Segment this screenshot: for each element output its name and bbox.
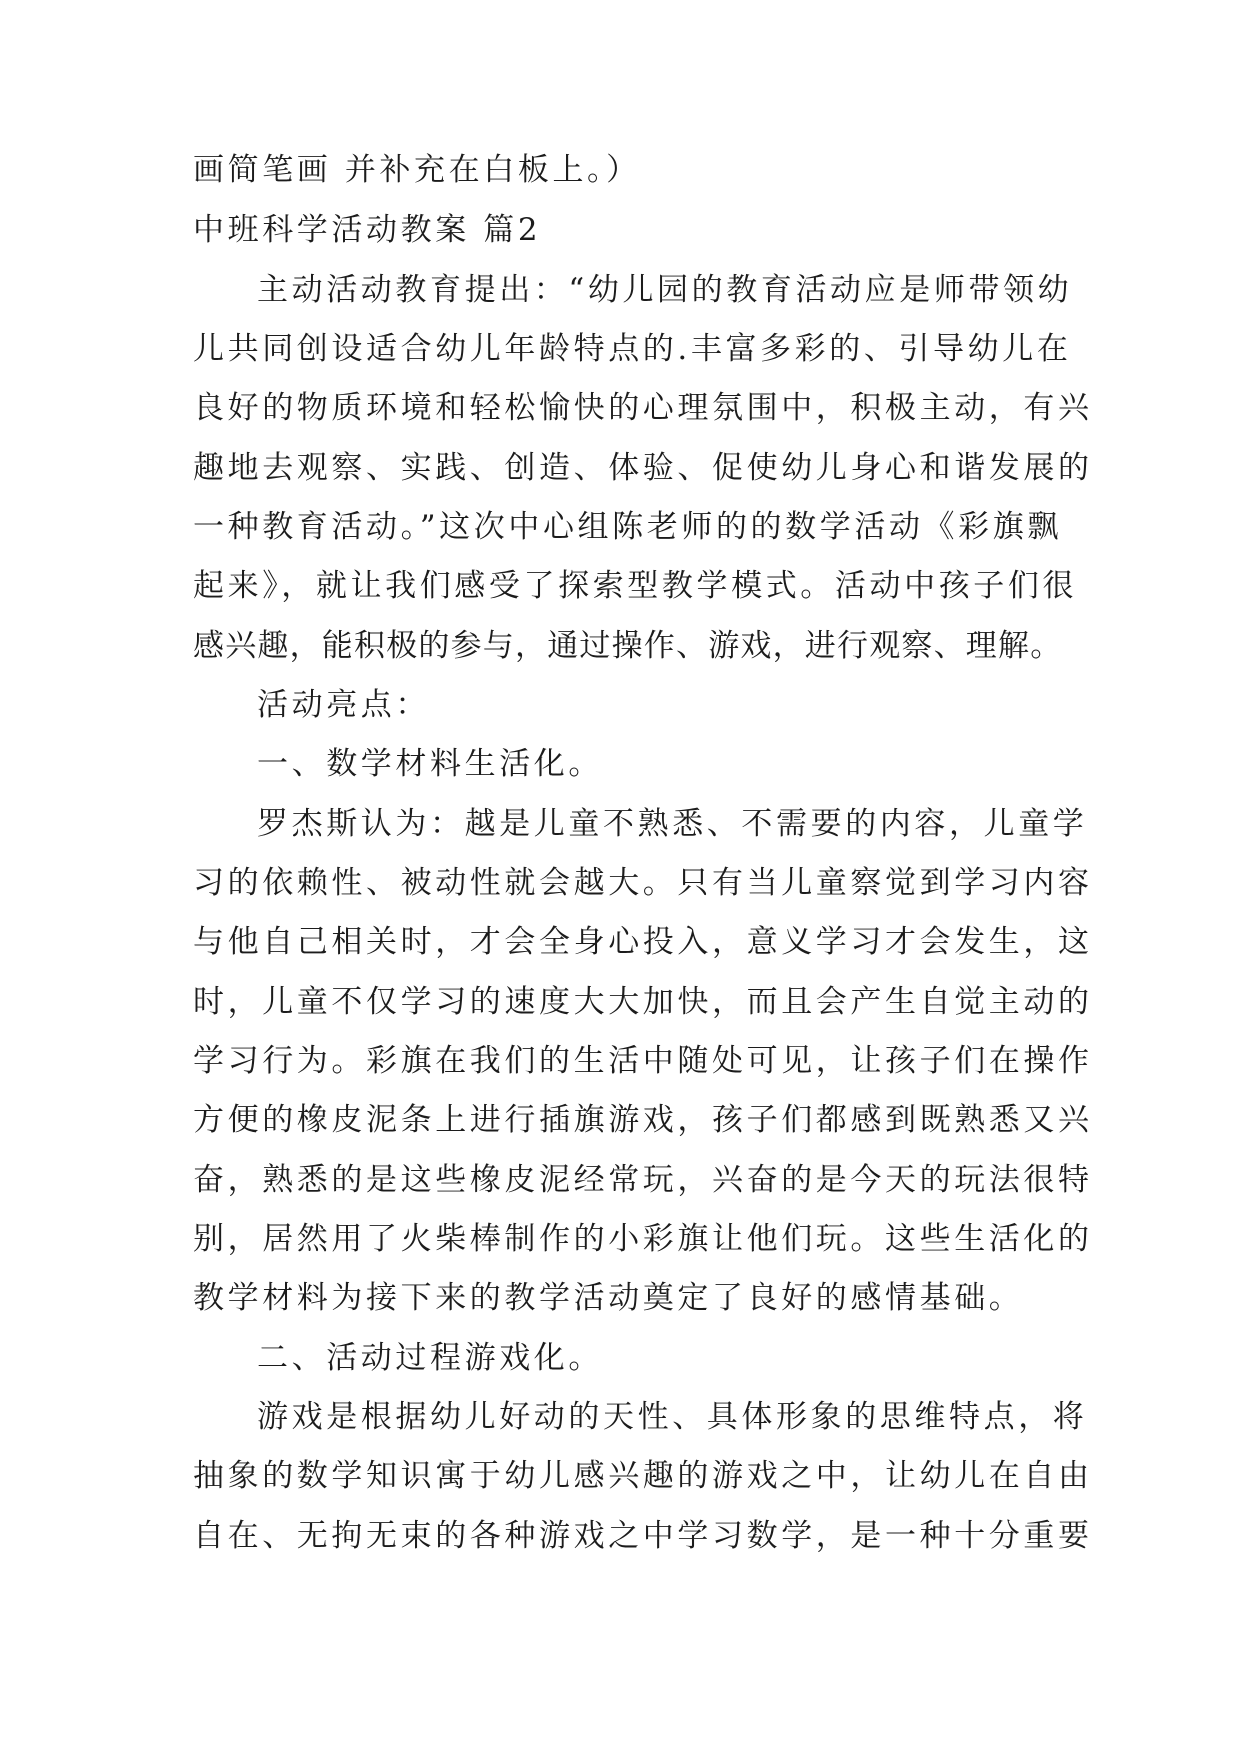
paragraph-first-line: 罗杰斯认为：越是儿童不熟悉、不需要的内容，儿童学 xyxy=(257,806,1088,842)
text-line: 起来》，就让我们感受了探索型教学模式。活动中孩子们很 xyxy=(193,568,1078,604)
subheading: 一、数学材料生活化。 xyxy=(257,746,603,782)
text-line: 画简笔画 并补充在白板上。） xyxy=(193,152,641,188)
text-line: 与他自己相关时，才会全身心投入，意义学习才会发生，这 xyxy=(193,924,1093,960)
text-line: 奋，熟悉的是这些橡皮泥经常玩，兴奋的是今天的玩法很特 xyxy=(193,1162,1093,1198)
subheading: 二、活动过程游戏化。 xyxy=(257,1340,603,1376)
text-line: 儿共同创设适合幼儿年龄特点的.丰富多彩的、引导幼儿在 xyxy=(193,331,1072,367)
paragraph-first-line: 游戏是根据幼儿好动的天性、具体形象的思维特点，将 xyxy=(257,1399,1088,1435)
paragraph-first-line: 主动活动教育提出：“幼儿园的教育活动应是师带领幼 xyxy=(257,272,1073,308)
text-line: 趣地去观察、实践、创造、体验、促使幼儿身心和谐发展的 xyxy=(193,450,1093,486)
subheading: 活动亮点： xyxy=(257,687,430,723)
text-line: 时，儿童不仅学习的速度大大加快，而且会产生自觉主动的 xyxy=(193,984,1093,1020)
text-line: 感兴趣，能积极的参与，通过操作、游戏，进行观察、理解。 xyxy=(193,628,1063,664)
text-line: 学习行为。彩旗在我们的生活中随处可见，让孩子们在操作 xyxy=(193,1043,1093,1079)
text-line: 教学材料为接下来的教学活动奠定了良好的感情基础。 xyxy=(193,1280,1024,1316)
text-line: 方便的橡皮泥条上进行插旗游戏，孩子们都感到既熟悉又兴 xyxy=(193,1102,1093,1138)
text-line: 一种教育活动。”这次中心组陈老师的的数学活动《彩旗飘 xyxy=(193,509,1062,545)
section-heading: 中班科学活动教案 篇2 xyxy=(193,212,542,248)
text-line: 抽象的数学知识寓于幼儿感兴趣的游戏之中，让幼儿在自由 xyxy=(193,1458,1093,1494)
text-line: 自在、无拘无束的各种游戏之中学习数学，是一种十分重要 xyxy=(193,1518,1093,1554)
text-line: 良好的物质环境和轻松愉快的心理氛围中，积极主动，有兴 xyxy=(193,390,1093,426)
text-line: 习的依赖性、被动性就会越大。只有当儿童察觉到学习内容 xyxy=(193,865,1093,901)
text-line: 别，居然用了火柴棒制作的小彩旗让他们玩。这些生活化的 xyxy=(193,1221,1093,1257)
